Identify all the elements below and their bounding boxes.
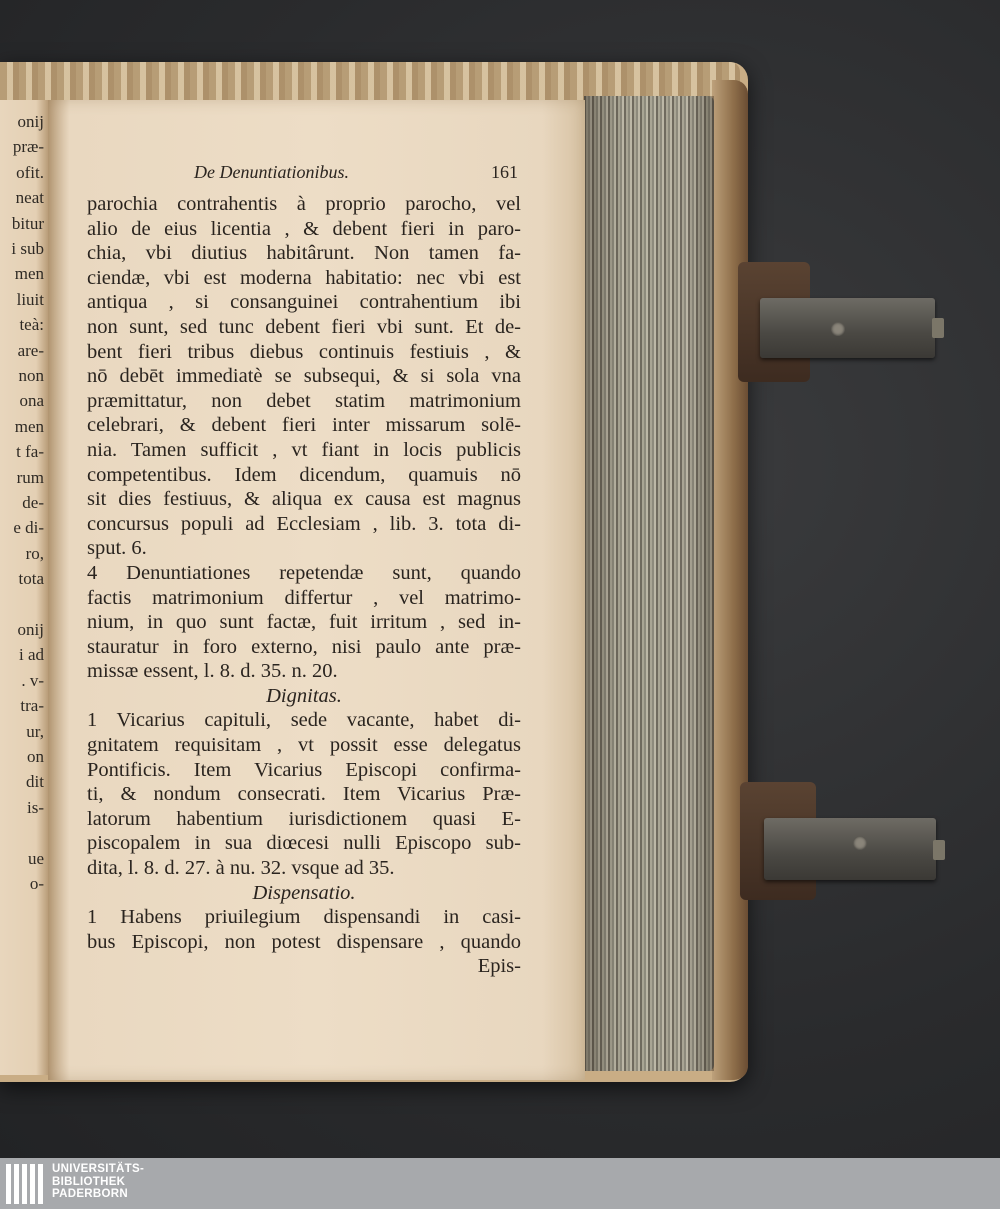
logo-line: PADERBORN — [52, 1188, 128, 1200]
left-page-fragment: t fa- — [16, 442, 44, 462]
catchword: Epis- — [477, 955, 521, 978]
left-page-fragment: i sub — [11, 239, 44, 258]
left-page-fragment: . v- — [21, 670, 44, 690]
text-line: sit dies festiuus, & aliqua ex causa est magnus — [87, 488, 521, 511]
text-line: missæ essent, l. 8. d. 35. n. 20. — [87, 660, 338, 683]
text-line: præmittatur, non debet statim matrimonium — [87, 389, 521, 412]
left-page-fragment: is- — [27, 797, 44, 817]
logo-line: BIBLIOTHEK — [52, 1175, 126, 1188]
text-line: bus Episcopi, non potest dispensare , quando — [87, 930, 521, 953]
text-line: non sunt, sed tunc debent fieri vbi sunt. Et de- — [87, 315, 521, 338]
section-heading: Dignitas. — [266, 684, 342, 707]
text-line: 4 Denuntiationes repetendæ sunt, quando — [87, 561, 521, 584]
text-line: alio de eius licentia , & debent fieri in paro- — [87, 217, 521, 240]
left-page-fragment: ro, — [25, 543, 44, 563]
left-page-fragment: ue — [27, 848, 44, 868]
left-page — [0, 100, 48, 1075]
left-page-fragment: onij — [17, 112, 44, 131]
text-line: parochia contrahentis à proprio parocho, vel — [87, 193, 521, 215]
library-logo-icon — [6, 1164, 46, 1204]
text-line: ciendæ, vbi est moderna habitatio: nec vbi est — [87, 266, 521, 289]
text-line: stauratur in foro externo, nisi paulo ante præ- — [87, 635, 521, 658]
left-page-fragment: i ad — [18, 645, 44, 665]
text-line: chia, vbi diutius habitârunt. Non tamen fa- — [87, 242, 521, 265]
text-line: sput. 6. — [87, 537, 147, 560]
text-line: nia. Tamen sufficit , vt fiant in locis publicis — [87, 438, 521, 461]
left-page-fragment: dit — [26, 772, 44, 792]
left-page-fragment: are- — [17, 340, 44, 360]
section-heading: Dispensatio. — [252, 881, 356, 904]
running-title: De Denuntiationibus. — [194, 162, 349, 182]
text-line: concursus populi ad Ecclesiam , lib. 3. tota di- — [87, 512, 521, 535]
page-number: 161 — [491, 162, 518, 182]
left-page-fragment: o- — [29, 874, 44, 893]
text-line: celebrari, & debent fieri inter missarum solē- — [87, 414, 521, 437]
left-page-fragment: ofit. — [16, 162, 44, 182]
left-page-fragment: e di- — [13, 518, 44, 538]
text-line: gnitatem requisitam , vt possit esse delegatus — [87, 734, 521, 757]
left-page-fragment: men — [14, 264, 44, 284]
page-text — [87, 192, 521, 979]
text-line: latorum habentium iurisdictionem quasi E- — [87, 807, 521, 830]
logo-line: UNIVERSITÄTS- — [52, 1163, 145, 1175]
left-page-fragment: neat — [15, 188, 44, 208]
footer-bar — [0, 1158, 1000, 1209]
left-page-fragment: onij — [17, 620, 44, 639]
left-page-fragment: tota — [18, 569, 44, 589]
left-page-fragment: liuit — [16, 289, 44, 309]
text-line: antiqua , si consanguinei contrahentium ibi — [87, 291, 521, 314]
left-page-fragment: præ- — [12, 137, 44, 157]
left-page-fragment: on — [27, 747, 44, 766]
text-line: bent fieri tribus diebus continuis festiuis , & — [87, 340, 521, 363]
left-page-fragment: ona — [19, 391, 44, 411]
left-page-fragment: de- — [22, 493, 44, 512]
text-line: factis matrimonium differtur , vel matrimo- — [87, 586, 521, 609]
text-line: piscopalem in sua diœcesi nulli Episcopo sub- — [87, 832, 521, 855]
left-page-fragment: men — [14, 416, 44, 436]
text-line: ti, & nondum consecrati. Item Vicarius Præ- — [87, 783, 521, 806]
text-line: nō debēt immediatè se subsequi, & si sola vna — [87, 365, 521, 388]
text-line: 1 Habens priuilegium dispensandi in casi- — [87, 906, 521, 929]
left-page-fragment: bitur — [11, 213, 44, 233]
left-page-fragment: ur, — [26, 721, 44, 741]
left-page-fragment: non — [18, 366, 44, 385]
left-page-fragment: teà: — [19, 315, 44, 335]
cover-fore-edge — [712, 80, 748, 1080]
left-page-fragment: tra- — [20, 696, 44, 716]
page-header — [148, 162, 518, 188]
text-line: nium, in quo sunt factæ, fuit irritum , sed in- — [87, 611, 521, 634]
library-logo-text — [52, 1163, 144, 1201]
text-line: Pontificis. Item Vicarius Episcopi confirma- — [87, 758, 521, 781]
left-page-fragment: rum — [16, 467, 44, 487]
text-line: dita, l. 8. d. 27. à nu. 32. vsque ad 35. — [87, 857, 395, 880]
text-line: 1 Vicarius capituli, sede vacante, habet di- — [87, 709, 521, 732]
text-line: competentibus. Idem dicendum, quamuis nō — [87, 463, 521, 486]
